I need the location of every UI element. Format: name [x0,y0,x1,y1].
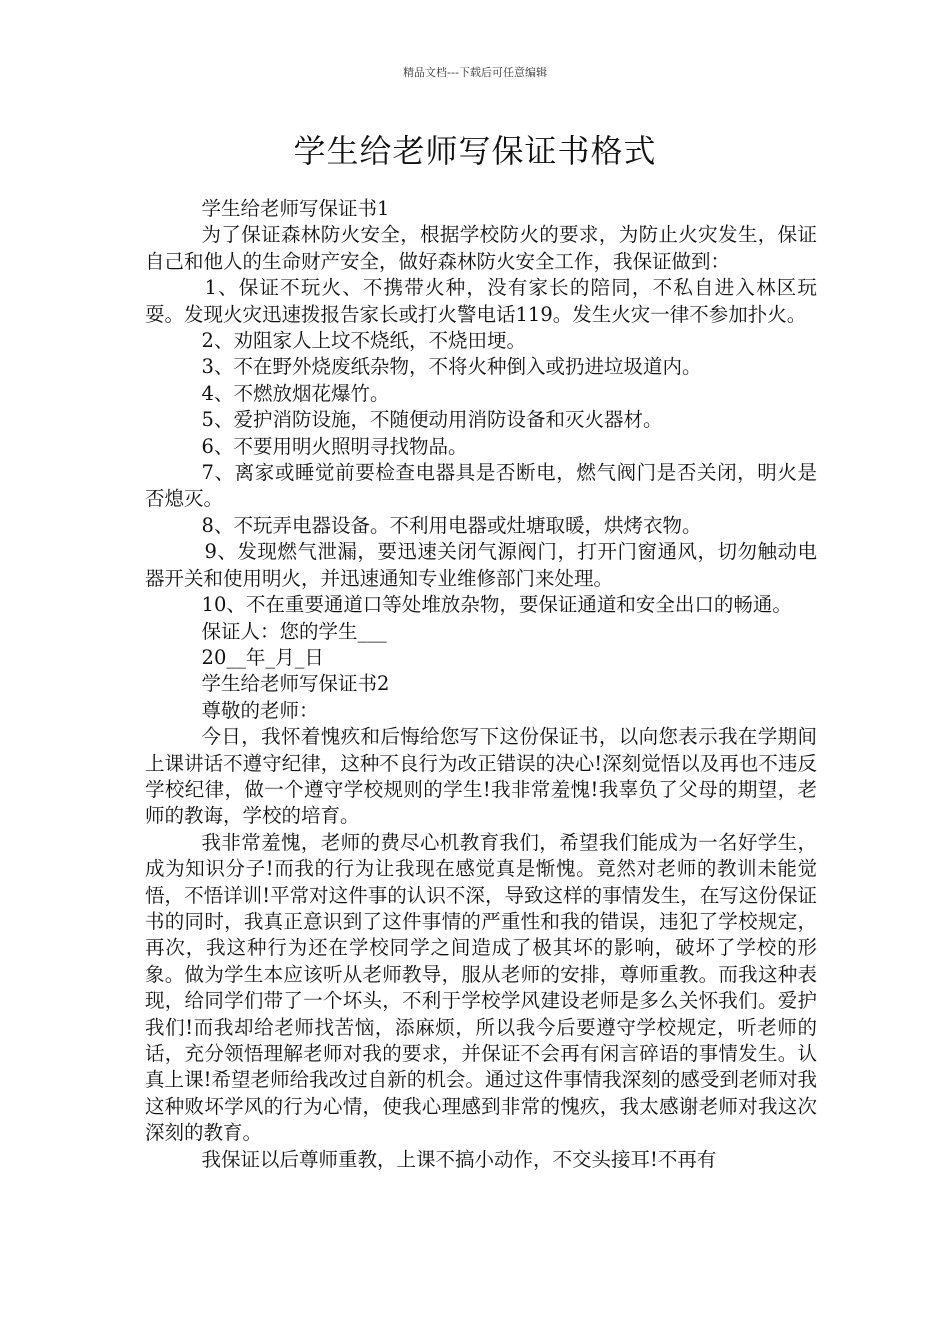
section-heading-1: 学生给老师写保证书1 [201,197,390,220]
document-body [145,196,817,1173]
pledge-item-10: 10、不在重要通道口等处堆放杂物，要保证通道和安全出口的畅通。 [201,593,792,617]
pledge-item-2: 2、劝阻家人上坟不烧纸，不烧田埂。 [201,329,526,353]
letter-paragraph-1: 今日，我怀着愧疚和后悔给您写下这份保证书，以向您表示我在学期间上课讲话不遵守纪律，这种不良行为改正错误的决心!深刻觉悟以及再也不违反学校纪律，做一个遵守学校规则的学生!我非常羞愧!我辜负了父母的期望，老师的教诲，学校的培育。 [145,725,817,828]
pledge-item-3: 3、不在野外烧废纸杂物，不将火种倒入或扔进垃圾道内。 [201,355,702,379]
document-title: 学生给老师写保证书格式 [293,132,657,170]
signature-line: 保证人：您的学生___ [201,619,387,643]
header-note: 精品文档---下载后可任意编辑 [403,66,547,79]
pledge-item-5: 5、爱护消防设施，不随便动用消防设备和灭火器材。 [201,408,663,432]
section-heading-2: 学生给老师写保证书2 [201,672,390,696]
letter-paragraph-2: 我非常羞愧，老师的费尽心机教育我们，希望我们能成为一名好学生，成为知识分子!而我的行为让我现在感觉真是惭愧。竟然对老师的教训未能觉悟，不悟详训!平常对这件事的认识不深，导致这样的事情发生，在写这份保证书的同时，我真正意识到了这件事情的严重性和我的错误，违犯了学校规定，再次，我这种行为还在学校同学之间造成了极其坏的影响，破坏了学校的形象。做为学生本应该听从老师教导，服从老师的安排，尊师重教。而我这种表现，给同学们带了一个坏头，不利于学校学风建设老师是多么关怀我们。爱护我们!而我却给老师找苦恼，添麻烦，所以我今后要遵守学校规定，听老师的话，充分领悟理解老师对我的要求，并保证不会再有闲言碎语的事情发生。认真上课!希望老师给我改过自新的机会。通过这件事情我深刻的感受到老师对我这种败坏学风的行为心情，使我心理感到非常的愧疚，我太感谢老师对我这次深刻的教育。 [145,830,817,1145]
pledge-item-8: 8、不玩弄电器设备。不利用电器或灶塘取暖，烘烤衣物。 [201,513,702,537]
letter-paragraph-3: 我保证以后尊师重教，上课不搞小动作，不交头接耳!不再有 [201,1147,717,1171]
pledge-item-1: 1、保证不玩火、不携带火种，没有家长的陪同，不私自进入林区玩耍。发现火灾迅速拨报告家长或打火警电话119。发生火灾一律不参加扑火。 [145,276,817,326]
salutation: 尊敬的老师： [201,698,319,722]
intro-paragraph: 为了保证森林防火安全，根据学校防火的要求，为防止火灾发生，保证自己和他人的生命财产安全，做好森林防火安全工作，我保证做到： [145,223,817,273]
pledge-item-9: 9、发现燃气泄漏，要迅速关闭气源阀门，打开门窗通风，切勿触动电器开关和使用明火，并迅速通知专业维修部门来处理。 [145,540,817,590]
date-line: 20__年_月_日 [201,645,324,669]
pledge-item-7: 7、离家或睡觉前要检查电器具是否断电，燃气阀门是否关闭，明火是否熄灭。 [145,461,817,511]
pledge-item-6: 6、不要用明火照明寻找物品。 [201,434,468,458]
pledge-item-4: 4、不燃放烟花爆竹。 [201,381,390,405]
